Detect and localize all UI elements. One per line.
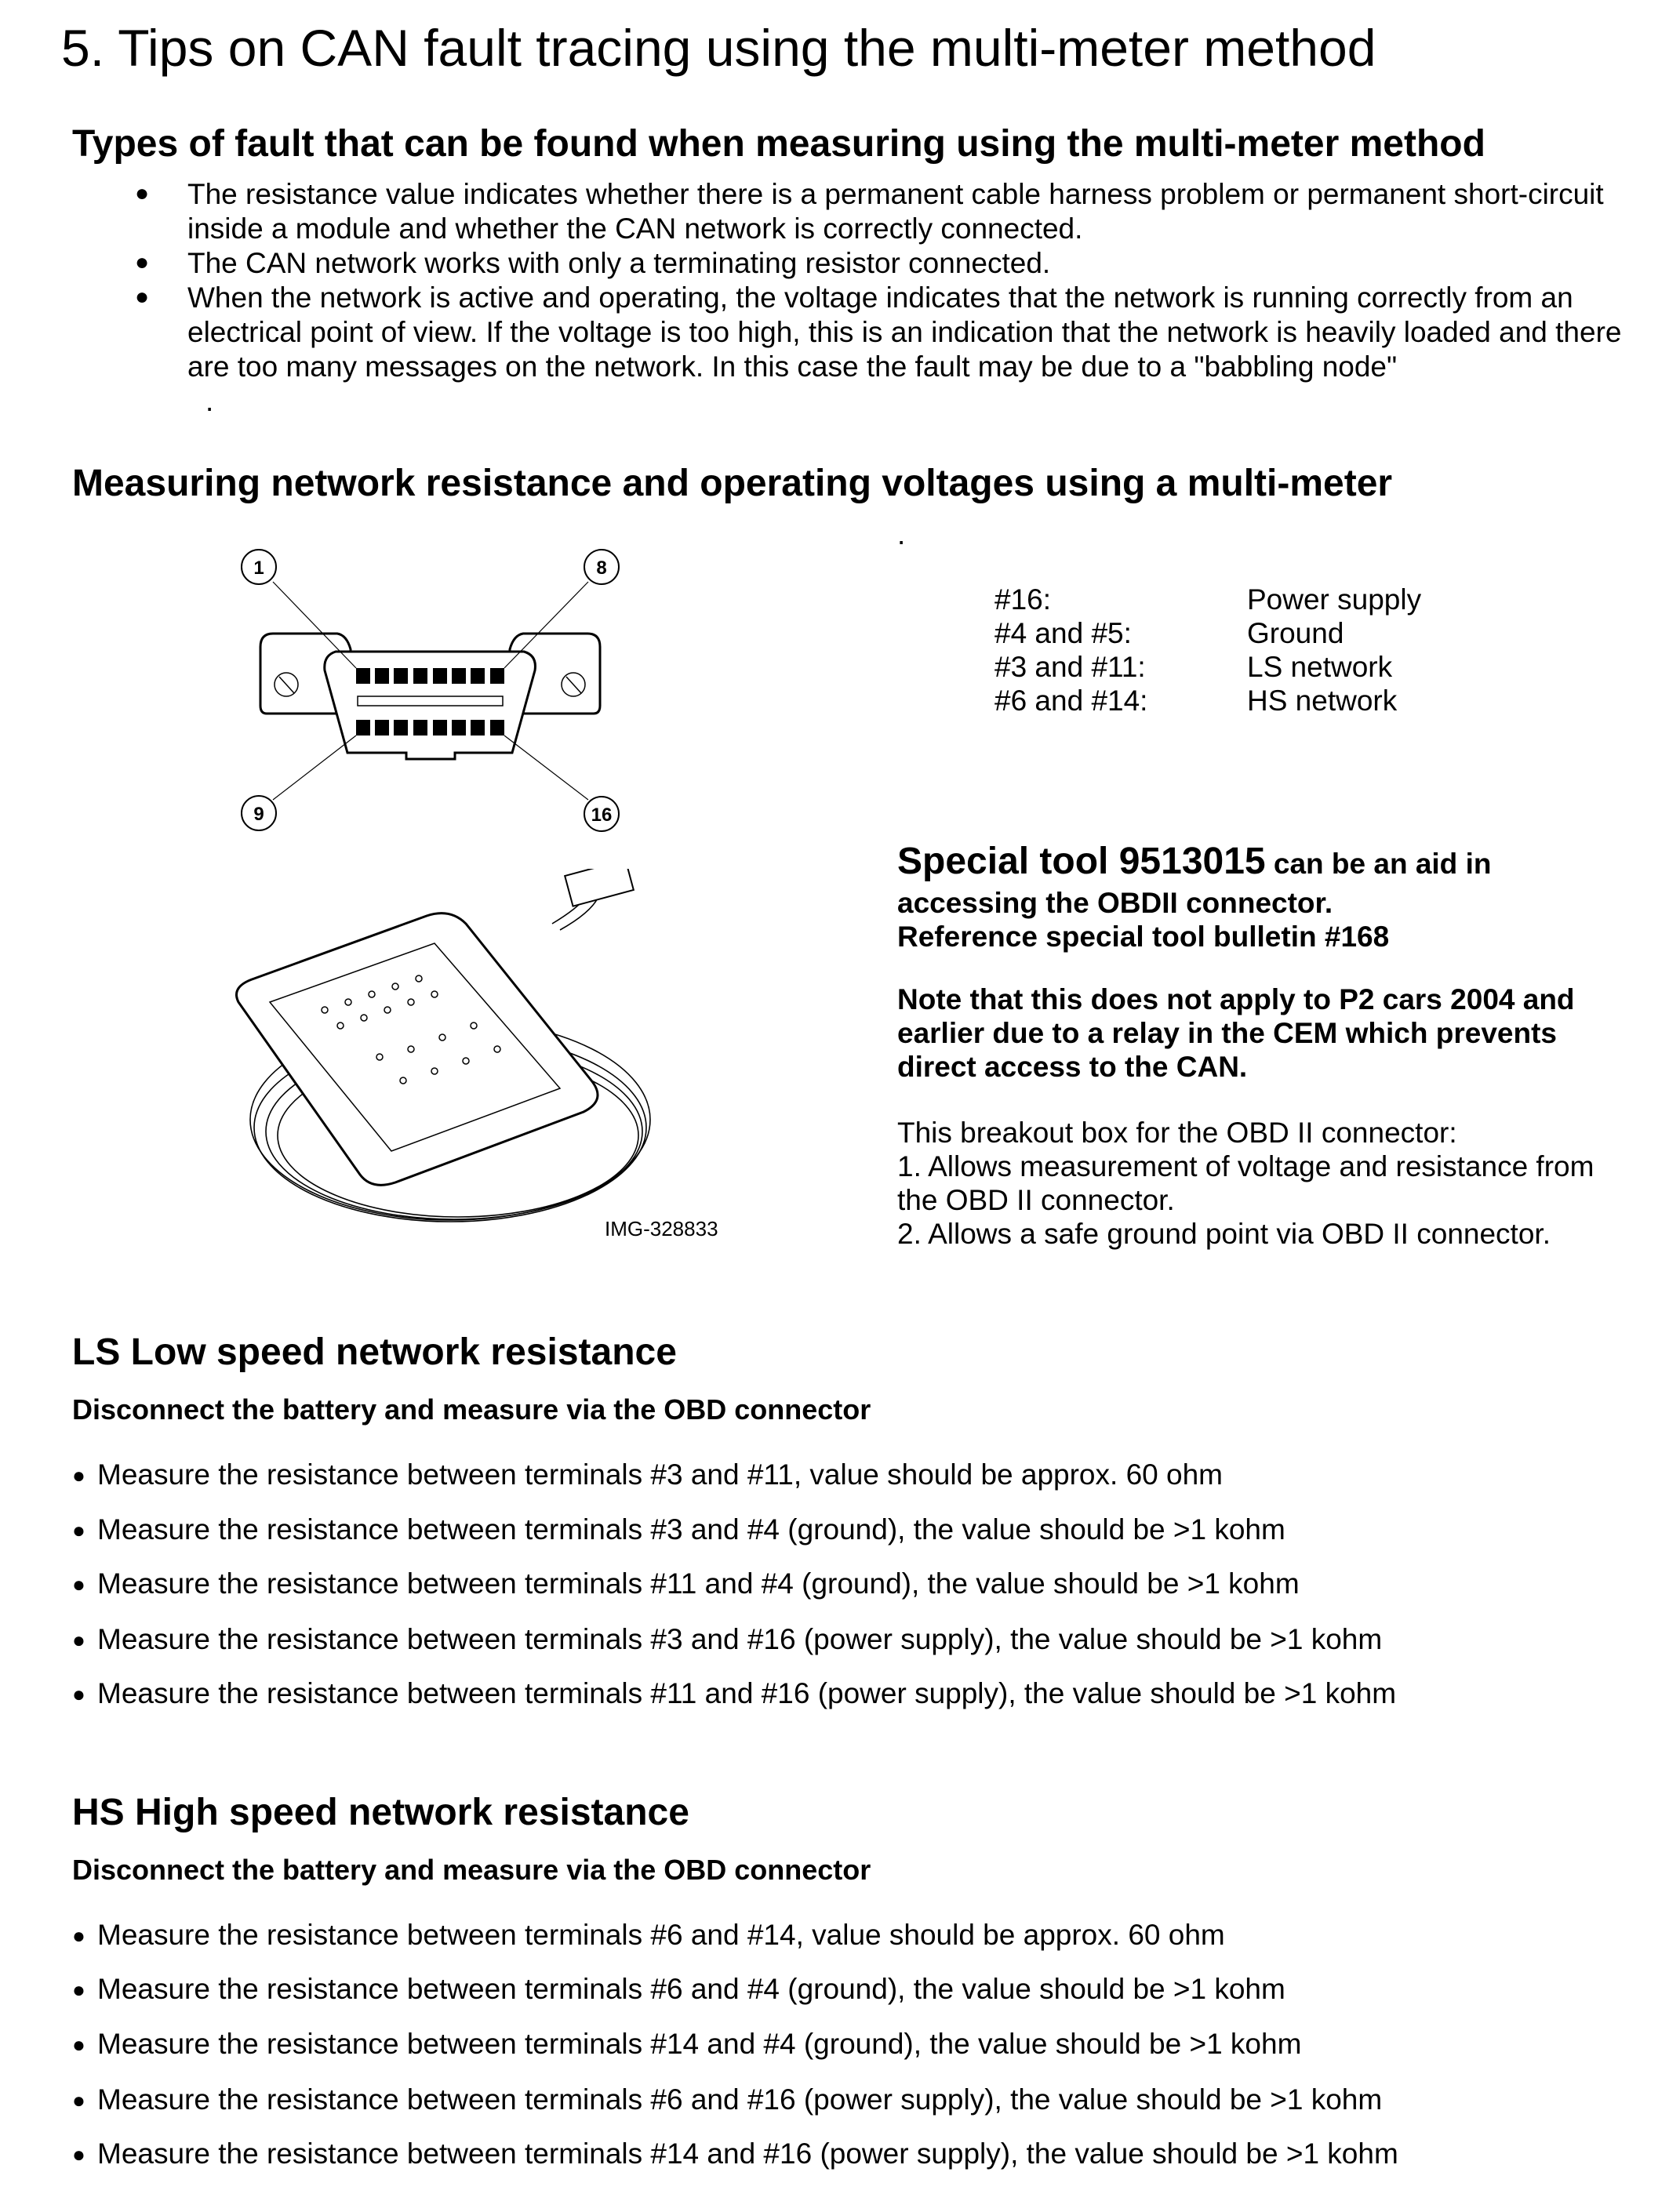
item-text: Measure the resistance between terminals #11 and #16 (power supply), the value should be >1 kohm: [97, 1677, 1397, 1709]
list-item: [72, 2083, 1382, 2118]
pin-table: [994, 583, 1421, 717]
pin-function: Power supply: [1247, 583, 1422, 616]
ls-subheading: Disconnect the battery and measure via the OBD connector: [72, 1393, 871, 1426]
text-line: Note that this does not apply to P2 cars 2004 and: [897, 983, 1575, 1015]
page-title: 5. Tips on CAN fault tracing using the multi-meter method: [61, 19, 1376, 77]
pin-function: Ground: [1247, 617, 1344, 649]
special-tool-details: [897, 886, 1389, 953]
pin-terminal: #6 and #14:: [994, 685, 1148, 717]
bullet-icon: ●: [72, 2088, 85, 2112]
item-text: Measure the resistance between terminals #6 and #16 (power supply), the value should be >1 kohm: [97, 2083, 1383, 2116]
bullet-icon: ●: [135, 249, 150, 275]
text-line: earlier due to a relay in the CEM which prevents: [897, 1017, 1557, 1049]
list-item: [72, 2137, 1398, 2172]
pin-label-8: 8: [596, 558, 607, 579]
pin-label-9: 9: [253, 804, 264, 825]
list-item: [72, 1918, 1225, 1953]
breakout-description: [897, 1116, 1594, 1251]
bullet-icon: ●: [72, 1518, 85, 1542]
text-line: direct access to the CAN.: [897, 1051, 1248, 1083]
types-heading: Types of fault that can be found when measuring using the multi-meter method: [72, 123, 1485, 165]
bullet-icon: ●: [72, 2032, 85, 2057]
item-text: Measure the resistance between terminals #6 and #4 (ground), the value should be >1 kohm: [97, 1973, 1285, 2005]
special-tool-line: [897, 842, 1491, 890]
pin-label-16: 16: [591, 805, 613, 826]
text-line: This breakout box for the OBD II connector:: [897, 1117, 1457, 1149]
text-line: are too many messages on the network. In this case the fault may be due to a "babbling node": [187, 351, 1398, 383]
text-line: The resistance value indicates whether there is a permanent cable harness problem or permanent short-circuit: [187, 178, 1604, 210]
bullet-icon: ●: [72, 1628, 85, 1652]
pin-label-1: 1: [253, 558, 264, 579]
item-text: Measure the resistance between terminals #6 and #14, value should be approx. 60 ohm: [97, 1919, 1225, 1951]
list-item: [72, 1513, 1285, 1548]
item-text: Measure the resistance between terminals #3 and #4 (ground), the value should be >1 kohm: [97, 1513, 1285, 1545]
text-line: 1. Allows measurement of voltage and resistance from: [897, 1150, 1594, 1182]
bullet-icon: ●: [135, 284, 150, 310]
obd-connector-diagram: [220, 518, 706, 847]
text-line: inside a module and whether the CAN network is correctly connected.: [187, 212, 1083, 245]
pin-terminal: #16:: [994, 583, 1052, 616]
bullet-icon: ●: [72, 1682, 85, 1706]
pin-row: [994, 583, 1421, 616]
pin-row: [994, 616, 1421, 650]
measuring-heading: Measuring network resistance and operating voltages using a multi-meter: [72, 463, 1393, 504]
bullet-icon: ●: [72, 2142, 85, 2167]
types-bullet-1: [187, 177, 1604, 246]
item-text: Measure the resistance between terminals #3 and #16 (power supply), the value should be >1 kohm: [97, 1623, 1383, 1655]
item-text: Measure the resistance between terminals #14 and #16 (power supply), the value should be >1 kohm: [97, 2138, 1398, 2170]
pin-function: LS network: [1247, 651, 1393, 683]
pin-row: [994, 650, 1421, 684]
bullet-icon: ●: [72, 1463, 85, 1487]
text-line: electrical point of view. If the voltage is too high, this is an indication that the network is heavily loaded and there: [187, 316, 1622, 348]
bullet-icon: ●: [72, 1923, 85, 1948]
bullet-icon: ●: [72, 1572, 85, 1596]
text-line: 2. Allows a safe ground point via OBD II connector.: [897, 1218, 1551, 1250]
text-line: Reference special tool bulletin #168: [897, 921, 1390, 953]
bullet-icon: ●: [135, 180, 150, 206]
text-line: When the network is active and operating, the voltage indicates that the network is running correctly from an: [187, 281, 1573, 314]
stray-dot: .: [897, 518, 906, 550]
item-text: Measure the resistance between terminals #3 and #11, value should be approx. 60 ohm: [97, 1458, 1223, 1491]
list-item: [72, 1567, 1300, 1602]
text-line: The CAN network works with only a terminating resistor connected.: [187, 247, 1051, 279]
types-bullet-2: [187, 246, 1050, 281]
text-line: accessing the OBDII connector.: [897, 887, 1333, 919]
list-item: [72, 1972, 1285, 2007]
special-tool-rest: can be an aid in: [1265, 848, 1492, 880]
text-line: the OBD II connector.: [897, 1184, 1175, 1216]
list-item: [72, 2027, 1301, 2062]
list-item: [72, 1676, 1396, 1712]
pin-terminal: #4 and #5:: [994, 617, 1132, 649]
bullet-icon: ●: [72, 1978, 85, 2002]
ls-heading: LS Low speed network resistance: [72, 1331, 677, 1373]
item-text: Measure the resistance between terminals #14 and #4 (ground), the value should be >1 kohm: [97, 2028, 1302, 2060]
breakout-box-illustration: [223, 869, 740, 1245]
special-tool-number: Special tool 9513015: [897, 841, 1266, 882]
stray-dot: .: [205, 385, 214, 417]
list-item: [72, 1458, 1223, 1493]
hs-subheading: Disconnect the battery and measure via the OBD connector: [72, 1854, 871, 1886]
pin-function: HS network: [1247, 685, 1398, 717]
image-caption: IMG-328833: [605, 1217, 718, 1240]
pin-row: [994, 684, 1421, 717]
p2-note: [897, 983, 1575, 1084]
hs-heading: HS High speed network resistance: [72, 1792, 689, 1833]
item-text: Measure the resistance between terminals #11 and #4 (ground), the value should be >1 kohm: [97, 1567, 1300, 1600]
types-bullet-3: [187, 281, 1621, 384]
pin-terminal: #3 and #11:: [994, 651, 1146, 683]
list-item: [72, 1622, 1382, 1658]
